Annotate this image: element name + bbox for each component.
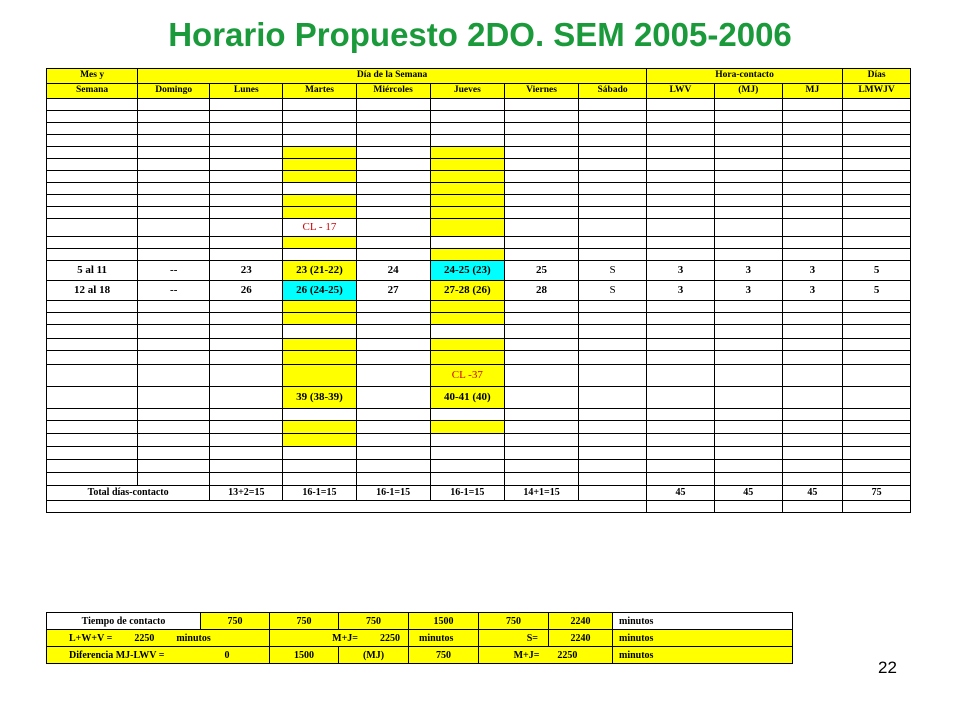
totals-row: Total días-contacto 13+2=15 16-1=15 16-1=15 16-1=15 14+1=15 45 45 45 75	[47, 486, 911, 501]
table-row	[47, 249, 911, 261]
diferencia-row: Diferencia MJ-LWV = 0 1500 (MJ) 750 M+J= 2250 minutos	[47, 647, 793, 664]
header-hora-contacto: Hora-contacto	[647, 69, 843, 84]
table-row	[47, 301, 911, 313]
table-row	[47, 111, 911, 123]
table-row-12-al-18: 12 al 18 -- 26 26 (24-25) 27 27-28 (26) 28 S 3 3 3 5	[47, 281, 911, 301]
header-day-viernes: Viernes	[504, 84, 578, 99]
table-row	[47, 183, 911, 195]
table-row	[47, 207, 911, 219]
table-row	[47, 123, 911, 135]
header-day-jueves: Jueves	[430, 84, 504, 99]
schedule-table	[46, 68, 911, 513]
header-day-sabado: Sábado	[579, 84, 647, 99]
header-row-1	[47, 69, 911, 84]
tiempo-row: Tiempo de contacto 750 750 750 1500 750 2240 minutos	[47, 613, 793, 630]
header-row-2	[47, 84, 911, 99]
totals-label: Total días-contacto	[47, 486, 210, 501]
summary-table	[46, 612, 793, 664]
table-row	[47, 473, 911, 486]
tiempo-label: Tiempo de contacto	[47, 613, 201, 630]
table-row	[47, 99, 911, 111]
table-row-5-al-11: 5 al 11 -- 23 23 (21-22) 24 24-25 (23) 25 S 3 3 3 5	[47, 261, 911, 281]
table-row	[47, 147, 911, 159]
table-row	[47, 421, 911, 434]
table-row	[47, 434, 911, 447]
week-40-cell: 40-41 (40)	[430, 387, 504, 409]
lwv-row: L+W+V = 2250 minutos M+J= 2250 minutos S= 2240 minutos	[47, 630, 793, 647]
header-day-martes: Martes	[283, 84, 356, 99]
table-row	[47, 409, 911, 421]
table-row	[47, 135, 911, 147]
table-row	[47, 351, 911, 365]
table-row	[47, 219, 911, 237]
header-lwv: LWV	[647, 84, 715, 99]
header-semana: Semana	[47, 84, 138, 99]
table-row	[47, 159, 911, 171]
table-row	[47, 325, 911, 339]
table-row	[47, 339, 911, 351]
header-mj: MJ	[782, 84, 842, 99]
header-mj-paren: (MJ)	[714, 84, 782, 99]
page-number: 22	[878, 658, 897, 677]
table-row	[47, 365, 911, 387]
table-row	[47, 171, 911, 183]
table-row	[47, 447, 911, 460]
table-row	[47, 313, 911, 325]
table-row	[47, 195, 911, 207]
header-mes-y: Mes y	[47, 69, 138, 84]
page-title: Horario Propuesto 2DO. SEM 2005-2006	[168, 16, 792, 53]
header-lmwjv: LMWJV	[843, 84, 911, 99]
header-day-domingo: Domingo	[138, 84, 210, 99]
header-day-miercoles: Miércoles	[356, 84, 430, 99]
cl37-label: CL -37	[430, 365, 504, 387]
header-day-lunes: Lunes	[210, 84, 283, 99]
cl17-label: CL - 17	[283, 219, 356, 237]
semana-cell: 12 al 18	[47, 281, 138, 301]
week-39-cell: 39 (38-39)	[283, 387, 356, 409]
table-row	[47, 387, 911, 409]
table-row	[47, 501, 911, 513]
table-row	[47, 237, 911, 249]
header-dia-semana: Día de la Semana	[138, 69, 647, 84]
semana-cell: 5 al 11	[47, 261, 138, 281]
table-row	[47, 460, 911, 473]
header-dias: Días	[843, 69, 911, 84]
